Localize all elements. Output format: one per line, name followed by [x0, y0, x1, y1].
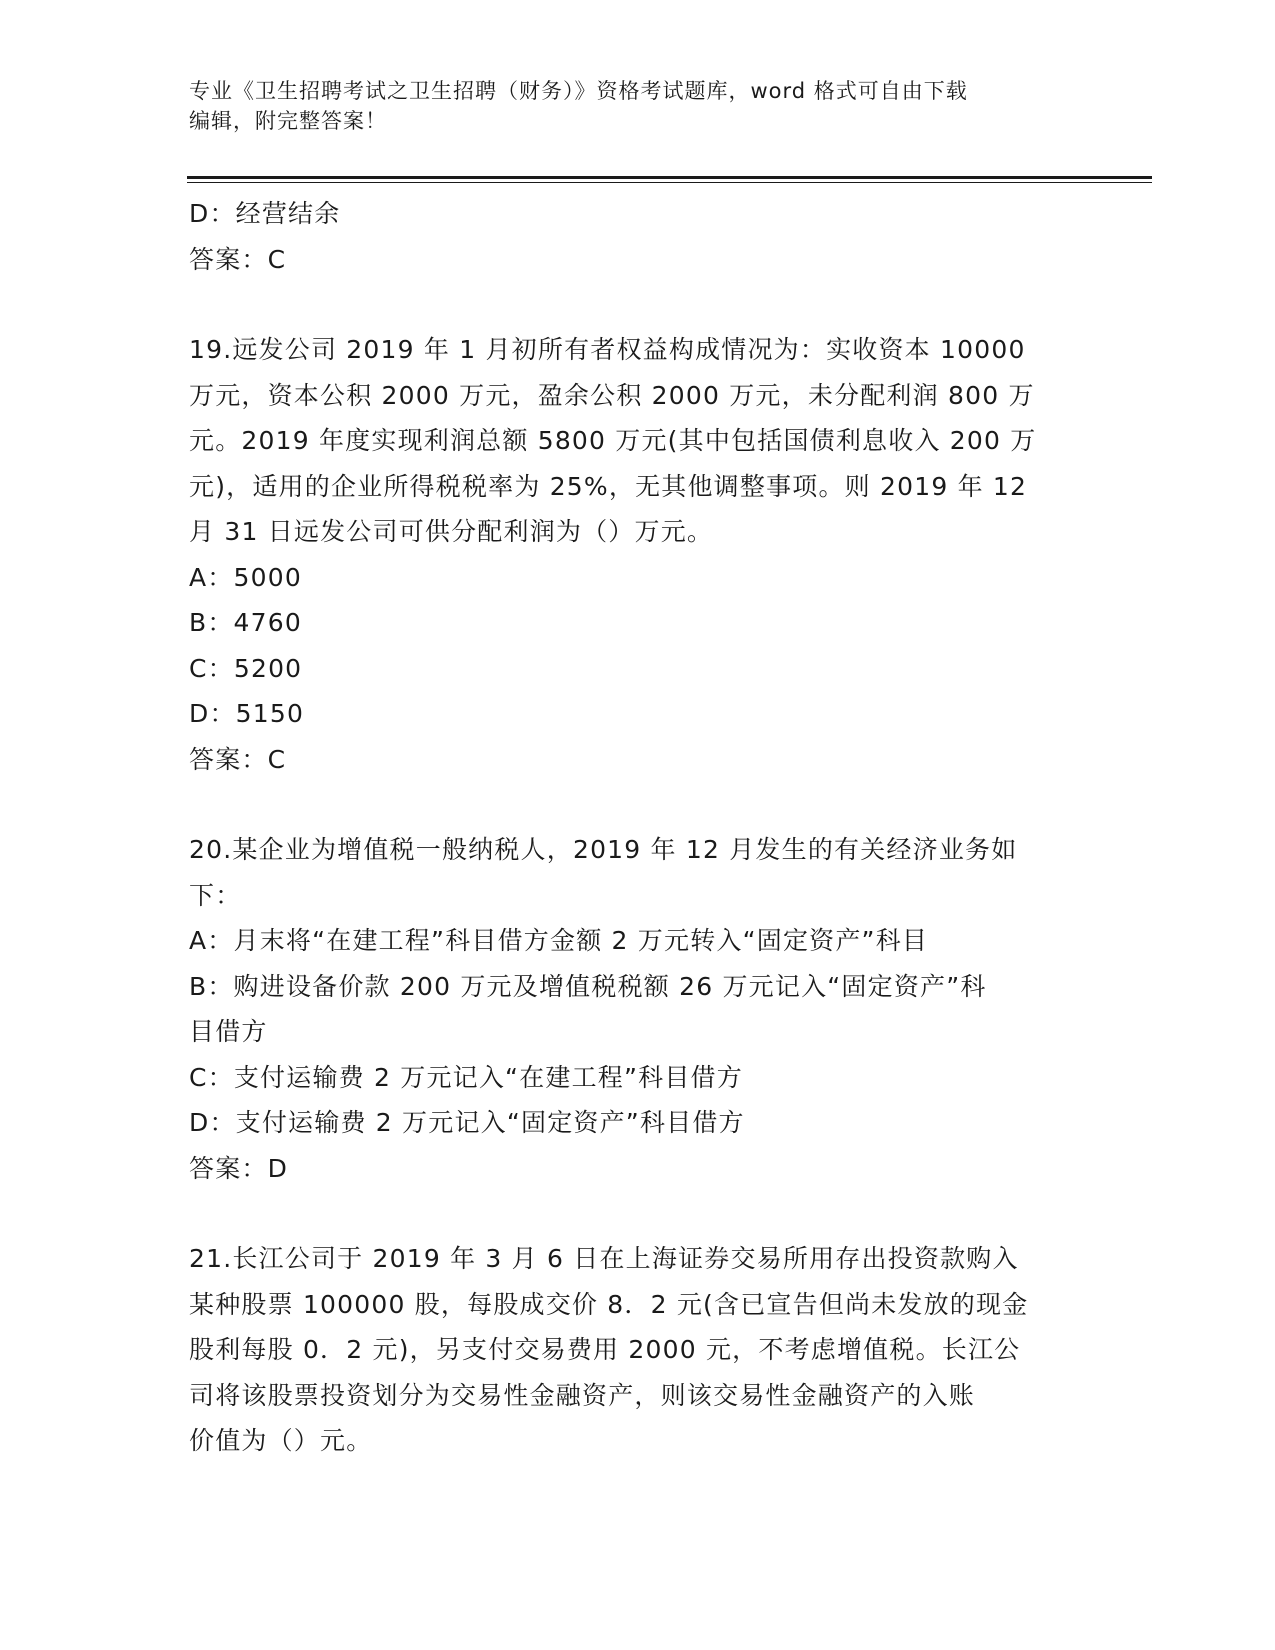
option-b: B：购进设备价款 200 万元及增值税税额 26 万元记入“固定资产”科	[189, 971, 987, 1001]
question-stem-line: 21.长江公司于 2019 年 3 月 6 日在上海证券交易所用存出投资款购入	[189, 1244, 1019, 1273]
question-20	[189, 827, 1069, 1191]
question-stem-line: 万元，资本公积 2000 万元，盈余公积 2000 万元，未分配利润 800 万	[189, 380, 1035, 410]
option-d: D：经营结余	[189, 199, 341, 228]
question-18-tail	[189, 191, 1069, 282]
answer-line: 答案：C	[189, 744, 287, 774]
answer-line: 答案：C	[189, 244, 287, 274]
page-header	[189, 76, 1109, 136]
option-d: D：支付运输费 2 万元记入“固定资产”科目借方	[189, 1108, 745, 1137]
question-stem-line: 某种股票 100000 股，每股成交价 8．2 元(含已宣告但尚未发放的现金	[189, 1289, 1029, 1319]
header-line-1: 专业《卫生招聘考试之卫生招聘（财务）》资格考试题库，word 格式可自由下载	[189, 79, 968, 103]
question-stem-line: 股利每股 0．2 元)，另支付交易费用 2000 元，不考虑增值税。长江公	[189, 1335, 1021, 1364]
answer-line: 答案：D	[189, 1153, 289, 1183]
question-stem-line: 元)，适用的企业所得税税率为 25%，无其他调整事项。则 2019 年 12	[189, 471, 1028, 501]
spacer	[189, 1191, 1069, 1236]
option-b: B：4760	[189, 608, 302, 637]
question-stem-line: 价值为（）元。	[189, 1426, 373, 1455]
header-line-2: 编辑，附完整答案！	[189, 109, 387, 133]
option-a: A：5000	[189, 562, 302, 592]
option-c: C：支付运输费 2 万元记入“在建工程”科目借方	[189, 1062, 743, 1092]
question-19	[189, 327, 1069, 782]
spacer	[189, 282, 1069, 327]
option-c: C：5200	[189, 653, 303, 683]
question-21	[189, 1236, 1069, 1464]
question-content	[189, 191, 1069, 1464]
question-stem-line: 20.某企业为增值税一般纳税人，2019 年 12 月发生的有关经济业务如	[189, 835, 1018, 864]
question-stem-line: 司将该股票投资划分为交易性金融资产，则该交易性金融资产的入账	[189, 1380, 976, 1410]
spacer	[189, 782, 1069, 827]
option-d: D：5150	[189, 699, 305, 728]
question-stem-line: 元。2019 年度实现利润总额 5800 万元(其中包括国债利息收入 200 万	[189, 426, 1037, 455]
header-divider-thick	[187, 176, 1152, 179]
header-divider-thin	[187, 182, 1152, 183]
question-stem-line: 下：	[189, 880, 242, 910]
question-stem-line: 月 31 日远发公司可供分配利润为（）万元。	[189, 517, 714, 546]
option-a: A：月末将“在建工程”科目借方金额 2 万元转入“固定资产”科目	[189, 926, 929, 955]
question-stem-line: 19.远发公司 2019 年 1 月初所有者权益构成情况为：实收资本 10000	[189, 335, 1026, 364]
option-b-continued: 目借方	[189, 1017, 268, 1046]
